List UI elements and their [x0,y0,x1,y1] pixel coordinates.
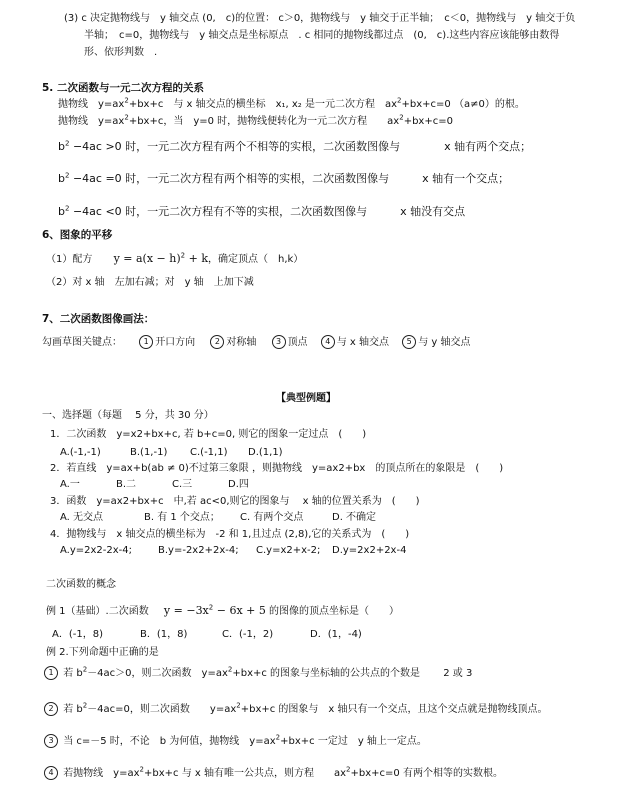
question-3: 3．函数 y=ax2+bx+c 中,若 ac<0,则它的图象与 x 轴的位置关系为 ( ) [50,496,420,507]
circled-number-icon: 2 [44,702,58,716]
concept-heading: 二次函数的概念 [46,579,116,590]
question-4: 4．抛物线与 x 轴交点的横坐标为 -2 和 1,且过点 (2,8),它的关系式为 ( ) [50,529,410,540]
sec6-line1: （1）配方 $y = a(x - h)^2 + k$，确定顶点（ h,k） [46,251,304,265]
sec5-case1: $b^2 -4ac >0$ 时，一元二次方程有两个不相等的实根，二次函数图像与 x 轴有两个交点； [58,139,532,153]
keypoint-3: 3 顶点 [272,337,308,348]
question-1: 1．二次函数 y=x2+bx+c, 若 b+c=0, 则它的图象一定过点 ( ) [50,429,367,440]
statement-3: 3 当 c=－5 时，不论 b 为何值，抛物线 $y=ax^2+bx+c$ 一定过 y 轴上一定点。 [44,734,427,749]
statement-1: 1 若 $b^2-4ac>0$，则二次函数 $y=ax^2+bx+c$ 的图象与坐标轴的公共点的个数是 2 或 3 [44,666,472,681]
keypoint-1: 1 开口方向 [139,337,195,348]
example-2: 例 2.下列命题中正确的是 [46,647,159,658]
circled-number-icon: 1 [44,666,58,680]
sec5-case2: $b^2 -4ac =0$ 时，一元二次方程有两个相等的实根，二次函数图像与 x 轴有一个交点； [58,171,510,185]
circled-number-icon: 2 [210,335,224,349]
question-2-options: A.一 B.二 C.三 D.四 [60,479,249,490]
examples-title: 【典型例题】 [276,393,336,404]
sec5-case3: $b^2 -4ac <0$ 时，一元二次方程有不等的实根，二次函数图像与 x 轴没有交点 [58,204,466,218]
sec6-heading: 6、图象的平移 [42,229,113,241]
sec5-heading: 5. 二次函数与一元二次方程的关系 [42,82,204,94]
circled-number-icon: 1 [139,335,153,349]
statement-2: 2 若 $b^2-4ac=0$，则二次函数 $y=ax^2+bx+c$ 的图象与 x 轴只有一个交点，且这个交点就是抛物线顶点。 [44,702,548,717]
keypoint-5: 5 与 y 轴交点 [402,337,470,348]
part1-heading: 一、选择题（每题 5 分，共 30 分） [42,410,214,421]
sec5-line2: 抛物线 $y=ax^2+bx+c$，当 y=0 时，抛物线便转化为一元二次方程 $ax^2+bx+c=0$ [58,113,453,127]
keypoint-2: 2 对称轴 [210,337,256,348]
circled-number-icon: 5 [402,335,416,349]
question-3-options: A. 无交点 B. 有 1 个交点； C. 有两个交点 D. 不确定 [60,512,377,523]
question-1-options: A.(-1,-1) B.(1,-1) C.(-1,1) D.(1,1) [60,447,283,458]
item3-line3: 形、依形判数 . [84,47,158,58]
circled-number-icon: 3 [272,335,286,349]
example-1-options: A．(-1，8) B．(1，8) C．(-1，2) D．(1，-4) [52,629,362,640]
sec6-line2: （2）对 x 轴 左加右减；对 y 轴 上加下减 [46,277,254,288]
question-2: 2．若直线 y=ax+b(ab ≠ 0)不过第三象限 ，则抛物线 y=ax2+bx 的顶点所在的象限是 ( ) [50,463,504,474]
sec7-keypoints: 勾画草图关键点： 1 开口方向 2 对称轴 3 顶点 4 与 x 轴交点 5 与 y 轴交点 [42,337,471,348]
sec5-line1: 抛物线 $y=ax^2+bx+c$ 与 x 轴交点的横坐标 x₁, x₂ 是一元二次方程 $ax^2+bx+c=0$ （a≠0）的根。 [58,96,525,110]
item3-line2: 半轴； c=0，抛物线与 y 轴交点是坐标原点 . c 相同的抛物线都过点 (0, c).这些内容应该能够由数得 [84,30,560,41]
circled-number-icon: 3 [44,734,58,748]
example-1: 例 1（基础）.二次函数 $y = -3x^2 - 6x + 5$ 的图像的顶点坐标是（ ） [46,603,400,617]
item3-line1: (3) c 决定抛物线与 y 轴交点 (0, c)的位置： c＞0，抛物线与 y 轴交于正半轴； c＜0，抛物线与 y 轴交于负 [64,13,576,24]
keypoint-4: 4 与 x 轴交点 [321,337,389,348]
statement-4: 4 若抛物线 $y=ax^2+bx+c$ 与 x 轴有唯一公共点，则方程 $ax^2+bx+c=0$ 有两个相等的实数根。 [44,766,503,781]
circled-number-icon: 4 [44,766,58,780]
sec7-heading: 7、二次函数图像画法： [42,313,155,325]
circled-number-icon: 4 [321,335,335,349]
question-4-options: A.y=2x2-2x-4; B.y=-2x2+2x-4; C.y=x2+x-2; D.y=2x2+2x-4 [60,545,407,556]
